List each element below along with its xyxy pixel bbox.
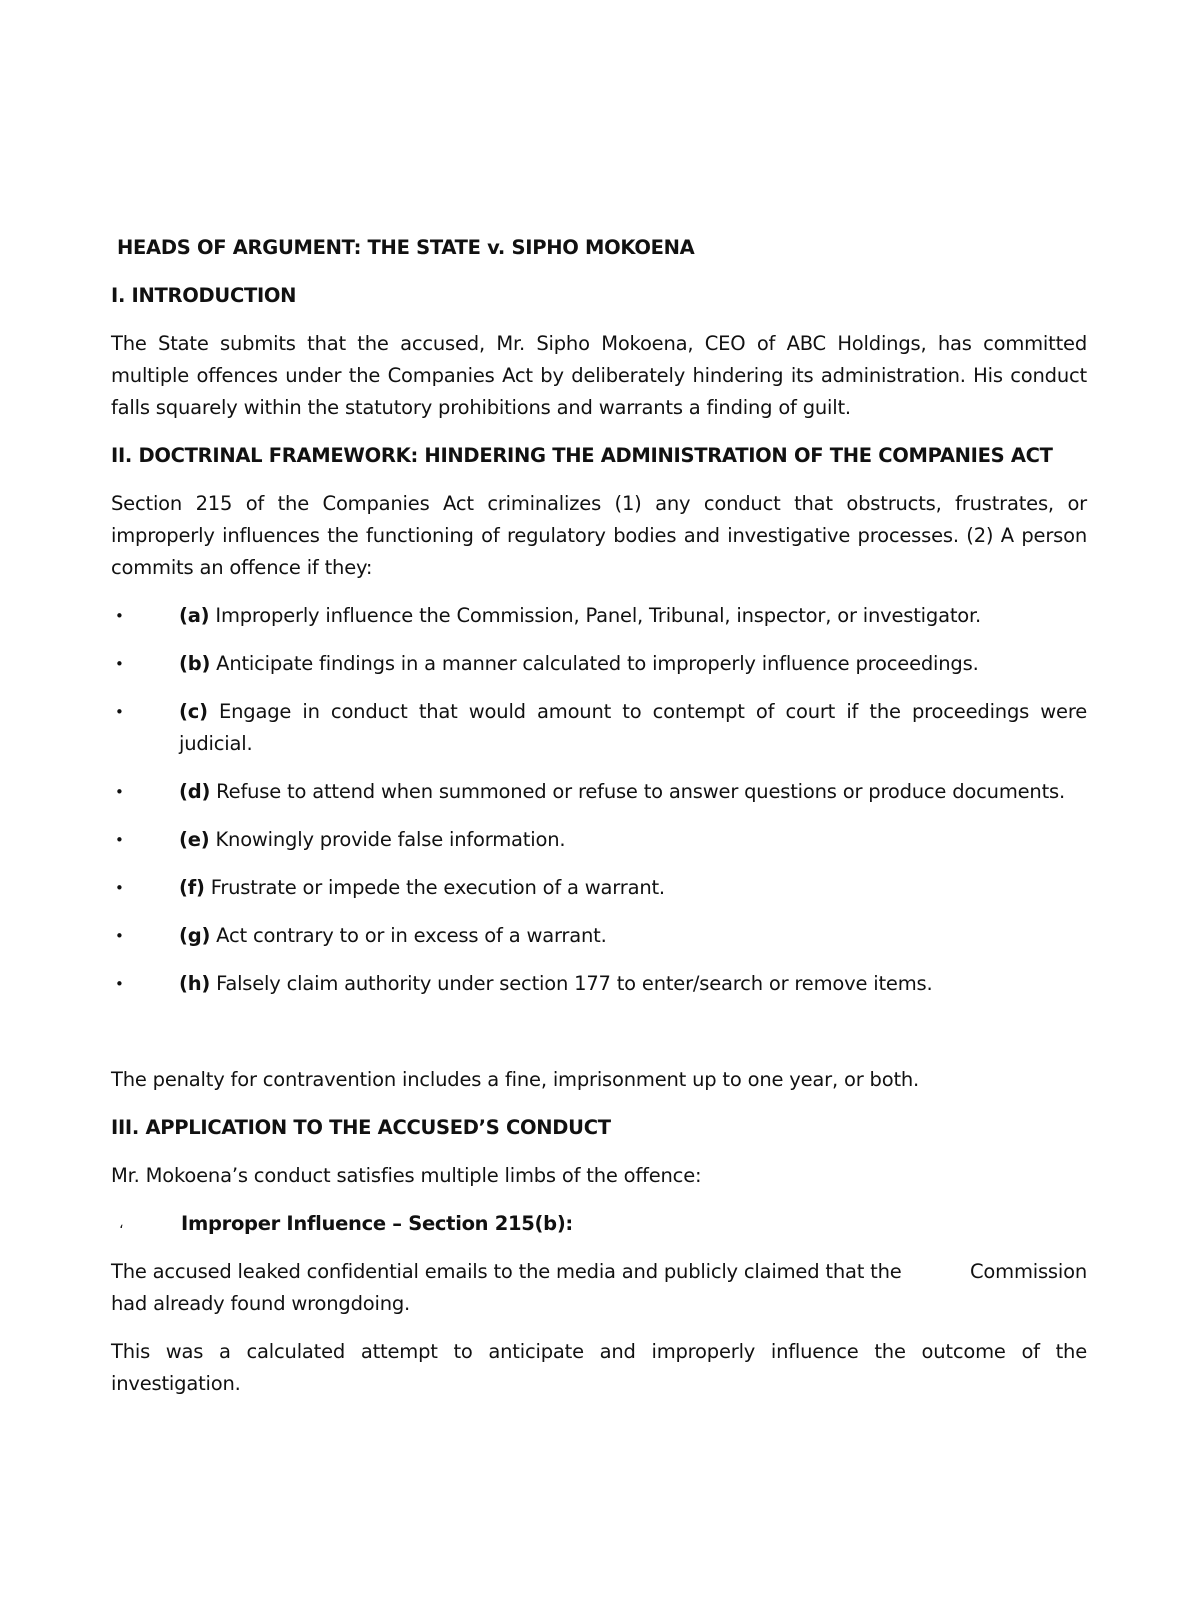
offence-text: Frustrate or impede the execution of a warrant. — [204, 876, 665, 899]
offence-text: Improperly influence the Commission, Panel, Tribunal, inspector, or investigator. — [209, 604, 982, 627]
offence-text: Anticipate findings in a manner calculated to improperly influence proceedings. — [210, 652, 979, 675]
offence-item-a — [111, 600, 1087, 632]
offence-item-h — [111, 968, 1087, 1000]
offence-label: (c) — [179, 700, 208, 723]
bullet-icon: • — [115, 927, 124, 945]
bullet-icon: • — [115, 975, 124, 993]
offence-item-c — [111, 696, 1087, 760]
subheading-improper-influence — [111, 1208, 1087, 1240]
offence-text: Refuse to attend when summoned or refuse to answer questions or produce documents. — [210, 780, 1065, 803]
offence-item-b — [111, 648, 1087, 680]
bullet-icon: • — [115, 879, 124, 897]
offence-item-e — [111, 824, 1087, 856]
bullet-icon: • — [115, 655, 124, 673]
offence-label: (a) — [179, 604, 210, 627]
offence-label: (f) — [179, 876, 205, 899]
bullet-icon: • — [115, 607, 124, 625]
document-title: HEADS OF ARGUMENT: THE STATE v. SIPHO MOKOENA — [117, 236, 695, 259]
sub-bullet-icon: ، — [119, 1216, 124, 1232]
offence-list — [111, 600, 1087, 1000]
offence-text: Knowingly provide false information. — [209, 828, 566, 851]
heading-application: III. APPLICATION TO THE ACCUSED’S CONDUCT — [111, 1116, 611, 1139]
offence-label: (d) — [179, 780, 211, 803]
subheading-text: Improper Influence – Section 215(b): — [181, 1212, 573, 1235]
heading-doctrinal-framework: II. DOCTRINAL FRAMEWORK: HINDERING THE ADMINISTRATION OF THE COMPANIES ACT — [111, 444, 1053, 467]
application-paragraph-1-part-2: Commission — [970, 1260, 1087, 1283]
offence-label: (g) — [179, 924, 211, 947]
bullet-icon: • — [115, 783, 124, 801]
bullet-icon: • — [115, 703, 124, 721]
offence-label: (e) — [179, 828, 210, 851]
penalty-paragraph: The penalty for contravention includes a fine, imprisonment up to one year, or both. — [111, 1068, 920, 1091]
application-intro: Mr. Mokoena’s conduct satisfies multiple limbs of the offence: — [111, 1164, 702, 1187]
application-paragraph-1-part-3: had already found wrongdoing. — [111, 1292, 411, 1315]
application-paragraph-1-part-1: The accused leaked confidential emails to the media and publicly claimed that the — [111, 1260, 902, 1283]
offence-text: Falsely claim authority under section 177 to enter/search or remove items. — [210, 972, 933, 995]
offence-text: Engage in conduct that would amount to contempt of court if the proceedings were judicial. — [179, 700, 1087, 755]
introduction-paragraph: The State submits that the accused, Mr. Sipho Mokoena, CEO of ABC Holdings, has committed multiple offences under the Companies Act by deliberately hindering its administration. His conduct falls squarely within the statutory prohibitions and warrants a finding of guilt. — [111, 332, 1087, 419]
offence-item-d — [111, 776, 1087, 808]
offence-label: (b) — [179, 652, 211, 675]
offence-text: Act contrary to or in excess of a warrant. — [210, 924, 607, 947]
spacer — [111, 1016, 1087, 1064]
application-paragraph-1 — [111, 1256, 1087, 1320]
heading-introduction: I. INTRODUCTION — [111, 284, 297, 307]
bullet-icon: • — [115, 831, 124, 849]
application-paragraph-2: This was a calculated attempt to anticipate and improperly influence the outcome of the investigation. — [111, 1340, 1087, 1395]
offence-item-f — [111, 872, 1087, 904]
offence-item-g — [111, 920, 1087, 952]
doctrinal-paragraph: Section 215 of the Companies Act criminalizes (1) any conduct that obstructs, frustrates, or improperly influences the functioning of regulatory bodies and investigative processes. (2) A person commits an offence if they: — [111, 492, 1087, 579]
offence-label: (h) — [179, 972, 211, 995]
